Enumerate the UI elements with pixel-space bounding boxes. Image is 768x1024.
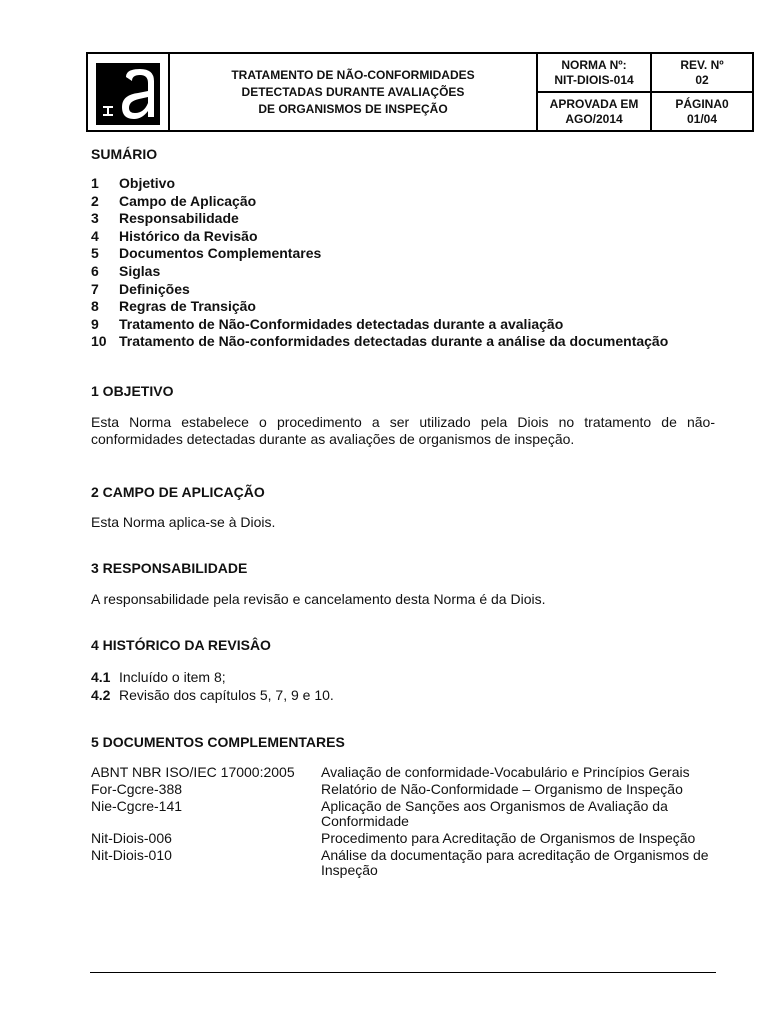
list-item xyxy=(91,686,334,704)
norma-value: NIT-DIOIS-014 xyxy=(554,72,634,87)
pagina-value: 01/04 xyxy=(686,111,718,126)
list-item xyxy=(91,668,334,686)
complementary-docs-list xyxy=(91,765,721,880)
title-line-1: TRATAMENTO DE NÃO-CONFORMIDADES xyxy=(231,67,475,82)
toc-number: 10 xyxy=(91,333,107,350)
doc-code: Nie-Cgcre-141 xyxy=(91,798,183,814)
toc-label: Siglas xyxy=(119,262,161,279)
doc-desc: Análise da documentação para acreditação de Organismos de Inspeção xyxy=(321,847,709,878)
sumario-title: SUMÁRIO xyxy=(91,146,158,162)
toc-item[interactable] xyxy=(91,228,731,246)
section-resp-title: 3 RESPONSABILIDADE xyxy=(91,560,248,576)
doc-code: ABNT NBR ISO/IEC 17000:2005 xyxy=(91,764,295,780)
revision-history-list xyxy=(91,668,334,704)
list-item xyxy=(91,765,721,780)
table-of-contents xyxy=(91,175,731,351)
document-title xyxy=(170,54,538,130)
rev-label: REV. Nº xyxy=(680,57,724,72)
document-header xyxy=(86,52,754,132)
hist-text: Incluído o item 8; xyxy=(119,669,226,685)
norma-number xyxy=(538,54,650,93)
inmetro-logo xyxy=(96,63,160,125)
norma-label: NORMA Nº: xyxy=(561,57,627,72)
rev-cell xyxy=(652,54,752,130)
toc-label: Objetivo xyxy=(119,175,176,191)
toc-item[interactable] xyxy=(91,263,731,281)
doc-code: Nit-Diois-010 xyxy=(91,847,172,863)
toc-label: Documentos Complementares xyxy=(119,245,322,262)
list-item xyxy=(91,782,721,797)
list-item xyxy=(91,799,721,829)
approval-date xyxy=(538,93,650,130)
doc-desc: Relatório de Não-Conformidade – Organismo de Inspeção xyxy=(321,781,683,797)
doc-desc: Avaliação de conformidade-Vocabulário e Princípios Gerais xyxy=(321,764,690,780)
title-line-3: DE ORGANISMOS DE INSPEÇÃO xyxy=(258,101,448,116)
toc-label: Responsabilidade xyxy=(119,210,239,227)
aprovada-label: APROVADA EM xyxy=(549,96,639,111)
section-campo-title: 2 CAMPO DE APLICAÇÃO xyxy=(91,484,265,500)
doc-code: For-Cgcre-388 xyxy=(91,781,183,797)
toc-label: Tratamento de Não-conformidades detectadas durante a análise da documentação xyxy=(119,333,669,350)
hist-number: 4.2 xyxy=(91,687,111,703)
aprovada-value: AGO/2014 xyxy=(565,111,623,126)
toc-item[interactable] xyxy=(91,298,731,316)
toc-number: 4 xyxy=(91,227,99,244)
doc-code: Nit-Diois-006 xyxy=(91,830,172,846)
title-line-2: DETECTADAS DURANTE AVALIAÇÕES xyxy=(241,84,465,99)
section-objetivo-title: 1 OBJETIVO xyxy=(91,383,174,399)
list-item xyxy=(91,848,721,878)
toc-label: Definições xyxy=(119,280,190,297)
toc-number: 6 xyxy=(91,262,99,279)
norma-cell xyxy=(538,54,652,130)
list-item xyxy=(91,831,721,846)
toc-number: 1 xyxy=(91,175,99,191)
toc-label: Regras de Transição xyxy=(119,298,256,315)
section-hist-title: 4 HISTÓRICO DA REVISÂO xyxy=(91,637,271,653)
toc-label: Histórico da Revisão xyxy=(119,227,258,244)
toc-number: 7 xyxy=(91,280,99,297)
footer-divider xyxy=(90,972,716,973)
toc-number: 8 xyxy=(91,298,99,315)
section-objetivo-text: Esta Norma estabelece o procedimento a ser utilizado pela Diois no tratamento de não-conformidades detectadas durante as avaliações de organismos de inspeção. xyxy=(91,414,715,447)
toc-number: 2 xyxy=(91,192,99,209)
toc-number: 5 xyxy=(91,245,99,262)
doc-desc: Procedimento para Acreditação de Organismos de Inspeção xyxy=(321,830,696,846)
rev-value: 02 xyxy=(695,72,709,87)
hist-number: 4.1 xyxy=(91,669,111,685)
toc-item[interactable] xyxy=(91,245,731,263)
toc-label: Tratamento de Não-Conformidades detectadas durante a avaliação xyxy=(119,315,564,332)
toc-item[interactable] xyxy=(91,193,731,211)
doc-desc: Aplicação de Sanções aos Organismos de Avaliação da Conformidade xyxy=(321,798,668,829)
toc-item[interactable] xyxy=(91,316,731,334)
toc-item[interactable] xyxy=(91,333,731,351)
toc-label: Campo de Aplicação xyxy=(119,192,257,209)
page-number xyxy=(652,93,752,130)
logo-cell xyxy=(88,54,170,130)
section-resp-text: A responsabilidade pela revisão e cancelamento desta Norma é da Diois. xyxy=(91,591,546,607)
toc-item[interactable] xyxy=(91,281,731,299)
toc-number: 3 xyxy=(91,210,99,227)
section-docs-title: 5 DOCUMENTOS COMPLEMENTARES xyxy=(91,734,345,750)
hist-text: Revisão dos capítulos 5, 7, 9 e 10. xyxy=(119,687,334,703)
toc-item[interactable] xyxy=(91,210,731,228)
toc-number: 9 xyxy=(91,315,99,332)
section-campo-text: Esta Norma aplica-se à Diois. xyxy=(91,514,276,530)
pagina-label: PÁGINA0 xyxy=(675,96,729,111)
toc-item[interactable] xyxy=(91,175,731,193)
revision-number xyxy=(652,54,752,93)
